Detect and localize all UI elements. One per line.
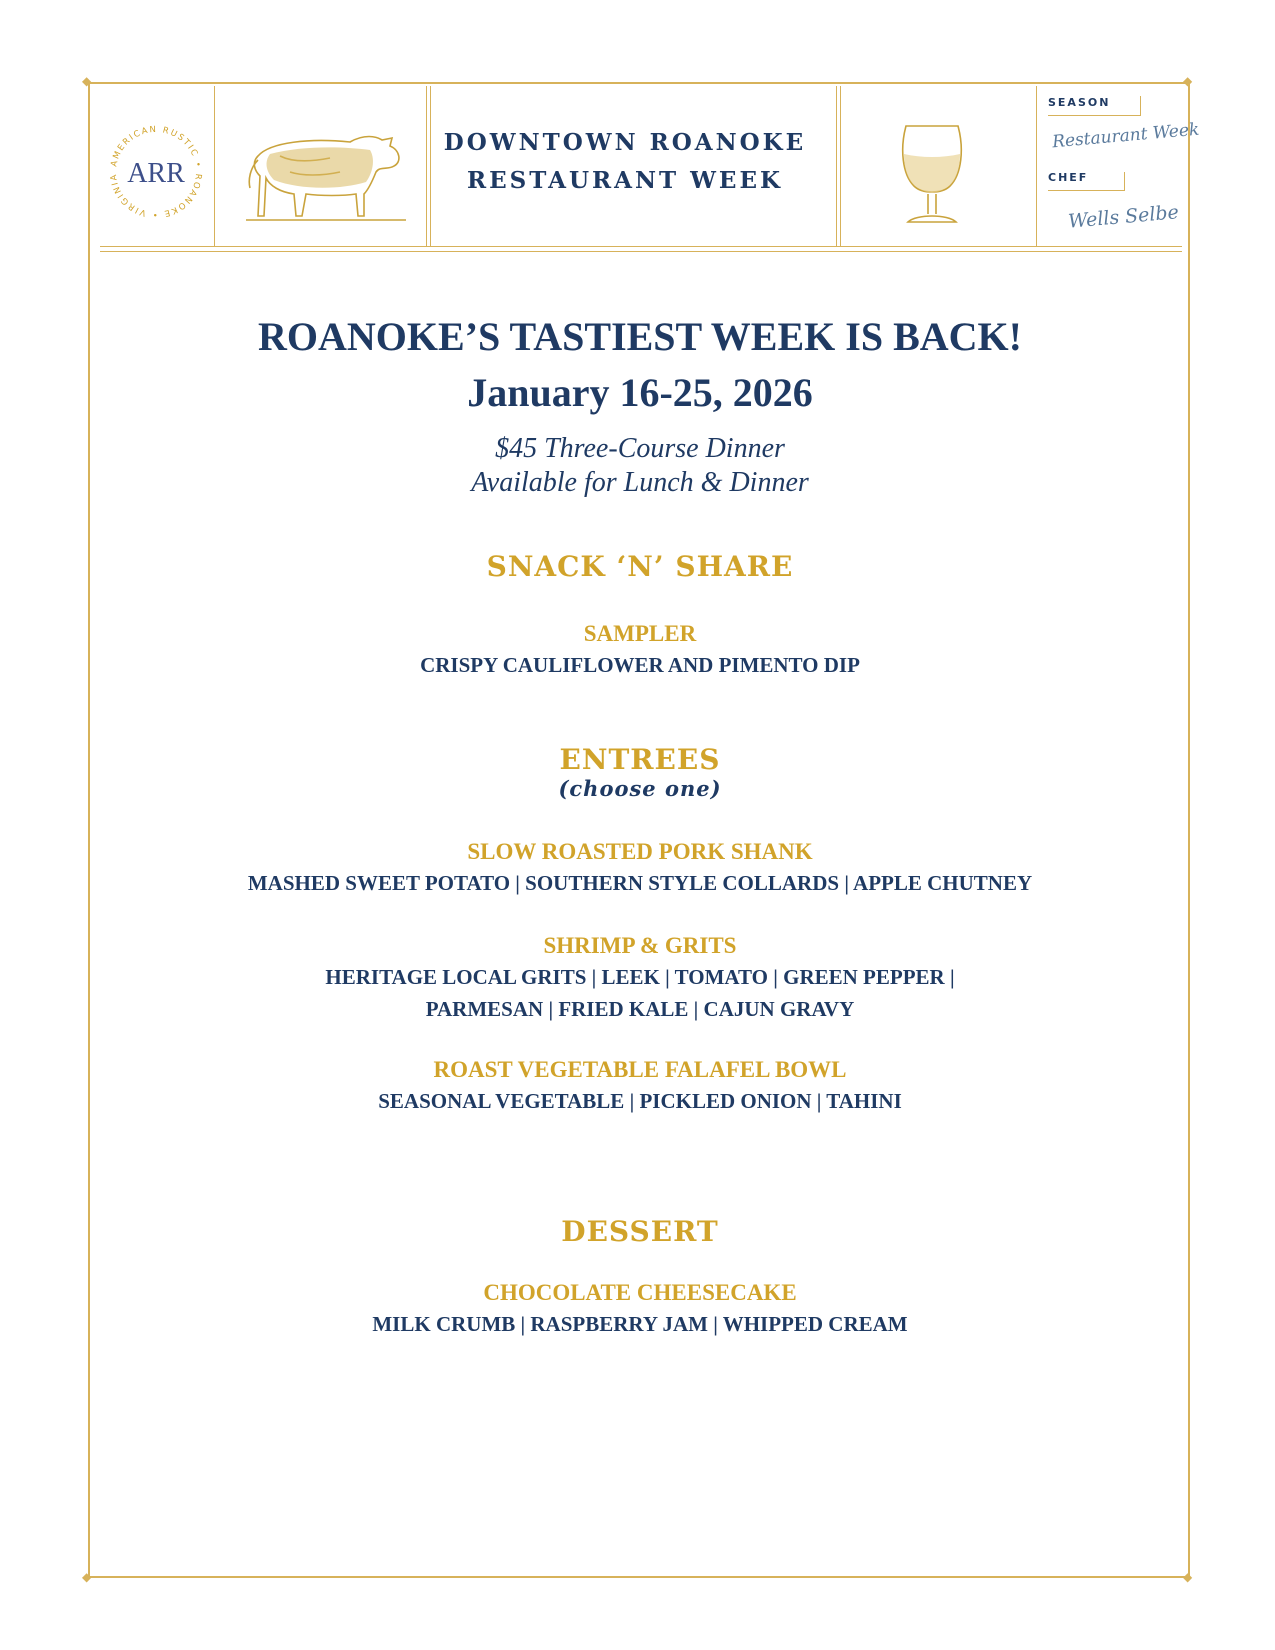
frame-corner-ornament: ◆ xyxy=(82,74,92,88)
menu-item-description: SEASONAL VEGETABLE | PICKLED ONION | TAHINI xyxy=(378,1089,902,1113)
menu-item-name: ROAST VEGETABLE FALAFEL BOWL xyxy=(433,1057,847,1082)
menu-item-description: MASHED SWEET POTATO | SOUTHERN STYLE COLLARDS | APPLE CHUTNEY xyxy=(247,871,1033,895)
cow-illustration xyxy=(240,116,410,228)
frame-corner-ornament: ◆ xyxy=(82,1570,92,1584)
header-divider xyxy=(1036,86,1037,246)
logo-monogram: ARR xyxy=(127,158,185,189)
price-line: $45 Three-Course Dinner xyxy=(495,433,785,464)
menu-item-description: PARMESAN | FRIED KALE | CAJUN GRAVY xyxy=(425,997,855,1021)
info-rule xyxy=(1140,96,1141,116)
menu-item-description: MILK CRUMB | RASPBERRY JAM | WHIPPED CREAM xyxy=(372,1312,908,1336)
menu-item-name: SHRIMP & GRITS xyxy=(543,933,737,958)
header-rule xyxy=(100,251,1182,252)
info-rule xyxy=(1048,190,1124,191)
season-value: Restaurant Week xyxy=(1051,119,1201,153)
menu-item-name: SAMPLER xyxy=(583,621,697,646)
menu-item-description: CRISPY CAULIFLOWER AND PIMENTO DIP xyxy=(420,653,860,677)
header-divider xyxy=(840,86,841,246)
restaurant-logo xyxy=(104,120,208,224)
info-rule xyxy=(1124,172,1125,191)
menu-item-description: HERITAGE LOCAL GRITS | LEEK | TOMATO | GREEN PEPPER | xyxy=(325,965,955,989)
frame-corner-ornament: ◆ xyxy=(1183,74,1193,88)
chef-value: Wells Selbe xyxy=(1067,201,1180,233)
header-divider xyxy=(836,86,837,246)
event-title-line1: DOWNTOWN ROANOKE xyxy=(443,129,807,156)
header-divider xyxy=(214,86,215,246)
menu-content xyxy=(100,300,1180,1340)
event-title-line2: RESTAURANT WEEK xyxy=(466,167,783,194)
header-rule xyxy=(100,246,1182,247)
menu-headline: ROANOKE’S TASTIEST WEEK IS BACK! xyxy=(258,314,1022,359)
logo-ring-text: AMERICAN RUSTIC • ROANOKE • VIRGINIA xyxy=(108,124,204,220)
chef-label: CHEF xyxy=(1048,171,1089,184)
section-title-dessert: DESSERT xyxy=(561,1215,719,1248)
frame-corner-ornament: ◆ xyxy=(1183,1570,1193,1584)
section-note-entrees: (choose one) xyxy=(558,776,722,801)
menu-item-name: CHOCOLATE CHEESECAKE xyxy=(483,1280,797,1305)
info-rule xyxy=(1048,115,1140,116)
availability-line: Available for Lunch & Dinner xyxy=(471,467,809,498)
event-dates: January 16-25, 2026 xyxy=(467,370,813,415)
event-title xyxy=(420,124,830,200)
menu-item-name: SLOW ROASTED PORK SHANK xyxy=(467,839,813,864)
section-title-entrees: ENTREES xyxy=(559,743,721,776)
wine-glass-illustration xyxy=(892,118,972,230)
section-title-snack: SNACK ‘N’ SHARE xyxy=(486,550,794,583)
season-label: SEASON xyxy=(1048,96,1111,109)
